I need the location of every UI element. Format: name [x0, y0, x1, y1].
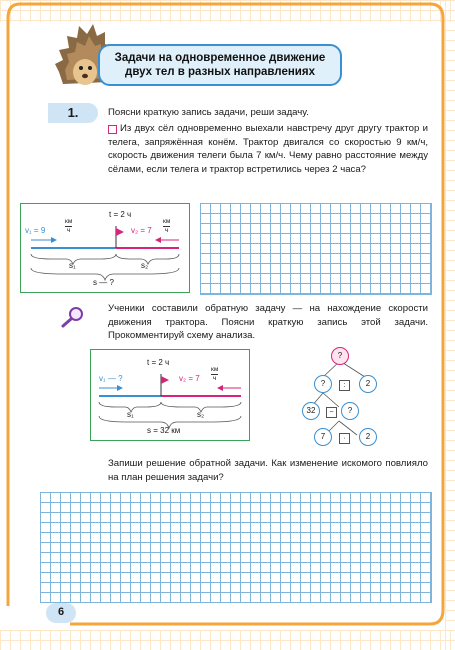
task1-v1-label: v₁ = 9 — [25, 226, 46, 235]
tree-node-f: 2 — [359, 428, 377, 446]
task2-v1-label: v₁ — ? — [99, 374, 123, 383]
task1-total-label: s — ? — [93, 278, 114, 287]
page-number: 6 — [57, 606, 65, 618]
answer-grid-1[interactable] — [200, 203, 432, 295]
task1-v2-unit: км ч — [163, 218, 171, 234]
magnifier-icon — [60, 306, 86, 328]
task1-instruction: Поясни краткую запись задачи, реши задачу. — [108, 107, 309, 118]
task2-total-label: s = 32 км — [147, 426, 181, 435]
task1-v2-label: v₂ = 7 — [131, 226, 152, 235]
tree-op-c: − — [326, 407, 337, 418]
tree-node-b: 2 — [359, 375, 377, 393]
task1-time-label: t = 2 ч — [109, 210, 132, 219]
page-title-line2: двух тел в разных направлениях — [125, 66, 315, 78]
task-number-badge: 1. — [48, 103, 98, 123]
task1-diagram-box — [20, 203, 190, 293]
tree-node-d: ? — [341, 402, 359, 420]
task2-s2-label: s₂ — [197, 410, 205, 419]
task1-problem-text: Из двух сёл одновременно выехали навстречу друг другу трактор и телега, запряжённая конём. Трактор двигался со скоростью 9 км/ч, скорость движения телеги была 7 км/ч. Чему равно расстояние между сёлами, если телега и трактор встретились через 2 часа? — [108, 123, 428, 175]
tree-op-e: · — [339, 433, 350, 444]
task1-s2-label: s₂ — [141, 261, 149, 270]
task2-s1-label: s₁ — [127, 410, 134, 419]
task2-text: Ученики составили обратную задачу — на нахождение скорости движения трактора. Поясни краткую запись этой задачи. Прокомментируй схему анализа. — [108, 303, 428, 341]
task2-v2-label: v₂ = 7 — [179, 374, 200, 383]
page-title-line1: Задачи на одновременное движение — [114, 52, 326, 64]
tree-node-e: 7 — [314, 428, 332, 446]
tree-node-a: ? — [314, 375, 332, 393]
task2-diagram-box — [90, 349, 250, 441]
tree-node-c: 32 — [302, 402, 320, 420]
tree-op-a: : — [339, 380, 350, 391]
task2-v2-unit: км ч — [211, 366, 219, 382]
task1-s1-label: s₁ — [69, 261, 76, 270]
answer-grid-2[interactable] — [40, 492, 432, 603]
title-banner — [98, 44, 342, 86]
task1-v1-unit: км ч — [65, 218, 73, 234]
task3-text: Запиши решение обратной задачи. Как изменение искомого повлияло на план решения задачи? — [108, 458, 428, 483]
tree-root-node: ? — [331, 347, 349, 365]
task2-time-label: t = 2 ч — [147, 358, 170, 367]
